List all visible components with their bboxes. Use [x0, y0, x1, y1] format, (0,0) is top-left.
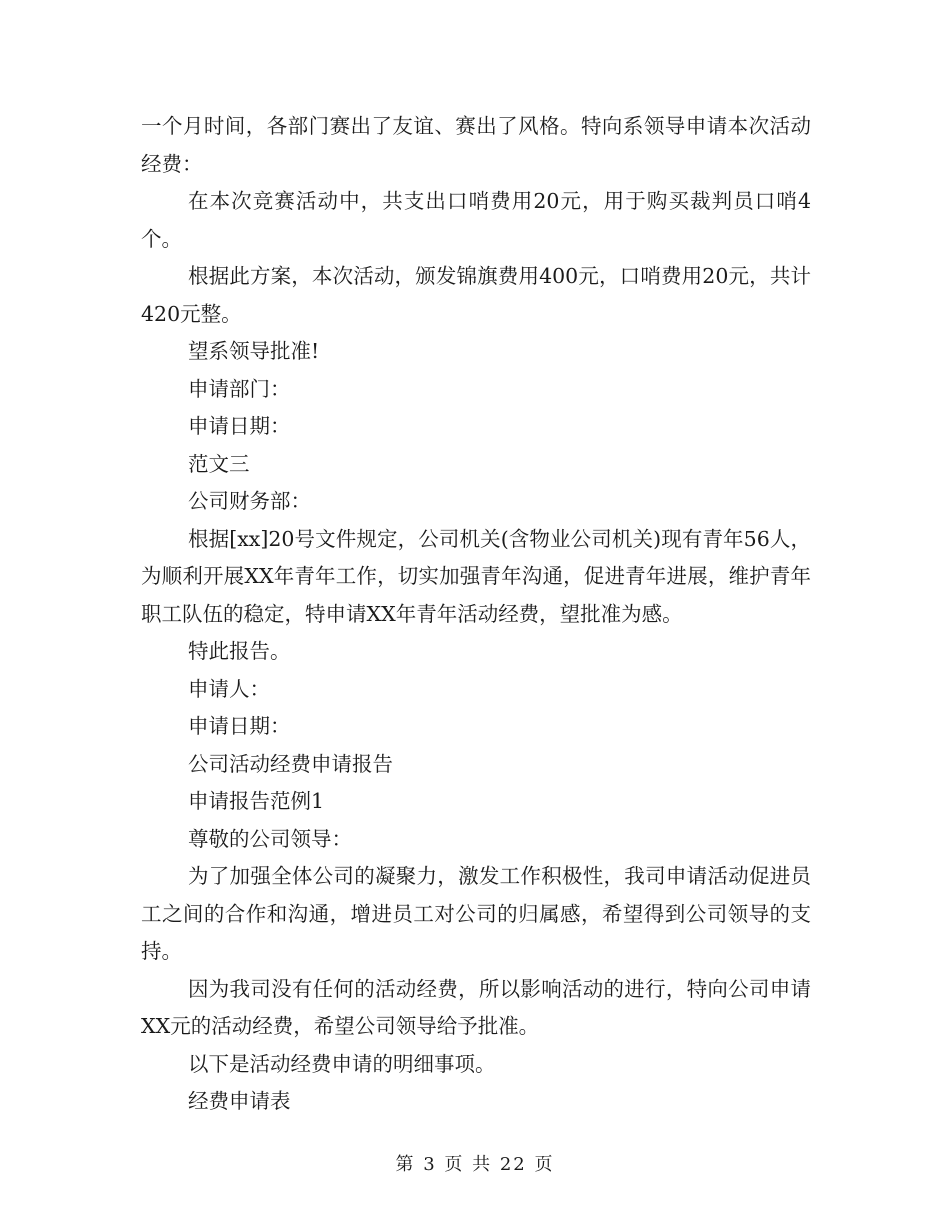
section-heading: 范文三 — [188, 451, 250, 476]
paragraph: 申请人： — [188, 676, 270, 701]
paragraph: 根据[xx]20号文件规定，公司机关(含物业公司机关)现有青年56人，为顺利开展XX年青年工作，切实加强青年沟通，促进青年进展，维护青年职工队伍的稳定，特申请XX年青年活动经费，望批准为感。 — [141, 526, 811, 626]
paragraph: 望系领导批准! — [188, 339, 320, 363]
paragraph: 申请部门： — [188, 376, 291, 401]
document-body — [141, 108, 811, 1121]
paragraph: 申请日期： — [188, 714, 291, 738]
paragraph: 公司财务部： — [188, 489, 311, 513]
paragraph: 以下是活动经费申请的明细事项。 — [188, 1051, 496, 1076]
paragraph: 为了加强全体公司的凝聚力，激发工作积极性，我司申请活动促进员工之间的合作和沟通，增进员工对公司的归属感，希望得到公司领导的支持。 — [141, 864, 811, 963]
paragraph: 一个月时间，各部门赛出了友谊、赛出了风格。特向系领导申请本次活动经费： — [141, 114, 811, 176]
paragraph: 申请日期： — [188, 414, 291, 438]
page-number: 第 3 页 共 22 页 — [395, 1154, 555, 1175]
section-heading: 公司活动经费申请报告 — [188, 751, 393, 776]
paragraph: 经费申请表 — [188, 1089, 291, 1113]
section-heading: 申请报告范例1 — [188, 789, 325, 813]
paragraph: 尊敬的公司领导： — [188, 826, 352, 851]
paragraph: 因为我司没有任何的活动经费，所以影响活动的进行，特向公司申请XX元的活动经费，希望公司领导给予批准。 — [141, 976, 811, 1038]
paragraph: 特此报告。 — [188, 639, 291, 663]
paragraph: 根据此方案，本次活动，颁发锦旗费用400元，口哨费用20元，共计420元整。 — [141, 264, 811, 326]
paragraph: 在本次竞赛活动中，共支出口哨费用20元，用于购买裁判员口哨4个。 — [141, 189, 811, 251]
